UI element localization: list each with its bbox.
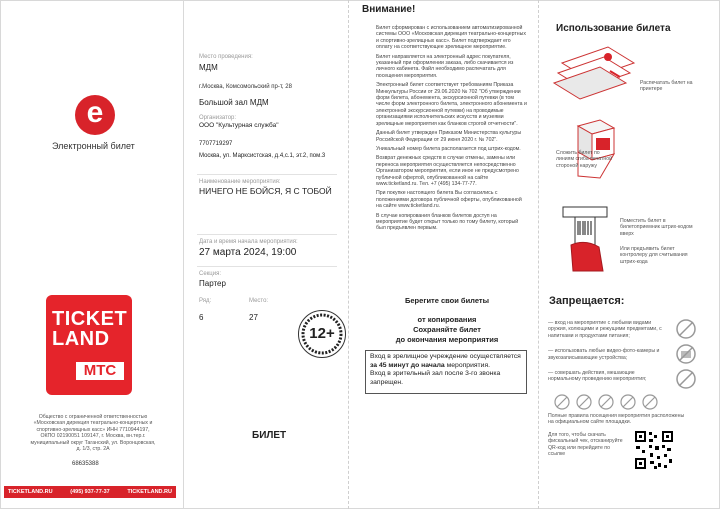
divider — [197, 234, 337, 235]
footer-site[interactable]: TICKETLAND.RU — [8, 489, 53, 495]
forbidden-item: — использовать любые видео-фото-камеры и звукозаписывающие устройства; — [548, 348, 660, 361]
forbidden-item: — совершать действия, мешающие нормальному проведению мероприятия; — [548, 370, 647, 383]
ticketland-logo — [46, 295, 132, 395]
step-print: Распечатать билет на принтере — [640, 80, 693, 93]
section-label: Секция: — [199, 271, 221, 277]
scanner-icon — [561, 205, 613, 275]
divider — [197, 174, 337, 175]
qr-code-icon[interactable] — [634, 430, 674, 470]
notice-paragraph: Данный билет утвержден Приказом Министерства культуры Российской Федерации от 29 июня 2020 г. № 702". — [376, 130, 522, 143]
save-heading: Берегите свои билеты — [405, 296, 489, 305]
entry-notice-line — [370, 353, 522, 370]
fold-line — [348, 0, 349, 509]
logo-text-land: LAND — [52, 328, 110, 350]
notice-paragraph: Билет сформирован с использованием автоматизированной системы ООО «Московская дирекция театрально-концертных и спортивно-зрелищных касс». Билет подтверждает его оплату на соответствующее зрелищное мероприятие. — [376, 25, 526, 51]
entry-time: за 45 минут до начала — [370, 361, 445, 369]
age-rating: 12+ — [309, 325, 335, 342]
step-fold: Сложить билет по линиям сгиба печатной стороной наружу — [556, 150, 613, 169]
notice-title: Внимание! — [362, 4, 416, 15]
entry-text: Вход в зрелищное учреждение осуществляется — [370, 353, 521, 360]
logo-text-ticket: TICKET — [52, 308, 128, 330]
ticket-title: БИЛЕТ — [252, 430, 287, 441]
entry-text-end: мероприятия. — [444, 361, 491, 369]
print-ticket-icon — [550, 43, 640, 111]
late-entry-line: Вход в зрительный зал после 3-го звонка запрещен. — [370, 370, 501, 386]
panel-divider — [183, 0, 184, 509]
e-ticket-logo — [75, 95, 115, 135]
event-name: НИЧЕГО НЕ БОЙСЯ, Я С ТОБОЙ — [199, 186, 332, 196]
forbidden-list — [548, 320, 666, 387]
age-rating-badge — [298, 310, 346, 358]
organizer-inn: 7707719297 — [199, 141, 233, 147]
notice-paragraph: Возврат денежных средств в случае отмены, замены или переноса мероприятия осуществляется непосредственно Организатором мероприятия, если иное не предусмотрено публичной офертой, опубликованной на сайте www.ticketland.ru. Тел. +7 (495) 134-77-77. — [376, 155, 519, 187]
forbidden-title: Запрещается: — [549, 295, 625, 307]
brand-footer — [4, 486, 176, 498]
company-info: Общество с ограниченной ответственностью «Московская дирекция театрально-концертных и спортивно-зрелищных касс» ИНН 7710944197, ОКПО 02190051 109147, г. Москва, вн.тер.г. муниципальный округ Таганский, ул. Воронцовская, д. 1/3, стр. 2А — [30, 414, 156, 453]
forbidden-icons-row — [553, 392, 673, 412]
row-label: Ряд: — [199, 298, 212, 304]
organizer-label: Организатор: — [199, 115, 237, 121]
copy-heading: от копирования — [417, 315, 477, 324]
event-datetime: 27 марта 2024, 19:00 — [199, 247, 297, 258]
venue-name: МДМ — [199, 63, 218, 72]
keep-heading: Сохраняйте билет — [413, 325, 481, 334]
footer-site[interactable]: TICKETLAND.RU — [127, 489, 172, 495]
notice-text — [376, 25, 528, 235]
usage-title: Использование билета — [556, 23, 671, 34]
datetime-label: Дата и время начала мероприятия: — [199, 239, 298, 245]
notice-paragraph: Электронный билет соответствует требованиям Приказа Минкультуры России от 29.06.2020 № 702 "Об утверждении форм билета, абонемента, экскурсионной путевки (в том числе форм электронного билета, электронного абонемента и электронной экскурсионной путевки) на проводимые организациями исполнительских искусств и музеями зрелищные мероприятия как бланков строгой отчетности". — [376, 82, 527, 127]
seat-value: 27 — [249, 313, 258, 322]
section-value: Партер — [199, 279, 226, 288]
step-show: Или предъявить билет контролеру для считывания штрих-кода — [620, 246, 688, 265]
organizer-name: ООО "Культурная служба" — [199, 122, 279, 129]
no-disturbance-icon — [675, 368, 697, 390]
entry-notice-box — [365, 350, 527, 394]
notice-paragraph: В случае копирования бланков билетов доступ на мероприятие будет открыт только по тому билету, который был предъявлен первым. — [376, 212, 519, 232]
e-ticket-label: Электронный билет — [52, 141, 135, 151]
row-value: 6 — [199, 313, 204, 322]
forbidden-item: — вход на мероприятие с любыми видами оружия, колющими и режущими предметами, с напитками и продуктами питания; — [548, 320, 662, 339]
rules-text: Полные правила посещения мероприятия расположены на официальном сайте площадки. — [548, 413, 685, 426]
step-insert: Поместить билет в билетоприемник штрих-кодом вверх — [620, 218, 693, 237]
divider — [197, 266, 337, 267]
e-letter: e — [86, 96, 104, 129]
no-weapons-icon — [675, 318, 697, 340]
receipt-text: Для того, чтобы скачать фискальный чек, отсканируйте QR-код или перейдите по ссылке — [548, 432, 623, 458]
notice-paragraph: При покупке настоящего билета Вы согласились с положениями договора публичной оферты, опубликованной на сайте www.ticketland.ru. — [376, 190, 522, 210]
footer-phone[interactable]: (495) 937-77-37 — [70, 489, 110, 495]
ticket-number: 68635388 — [72, 461, 99, 467]
organizer-address: Москва, ул. Марксистская, д.4,с.1, эт.2, пом.3 — [199, 153, 326, 159]
fold-line — [538, 0, 539, 509]
no-camera-icon — [675, 343, 697, 365]
venue-address: г.Москва, Комсомольский пр-т, 28 — [199, 84, 292, 90]
logo-text-mts: МТС — [76, 362, 124, 380]
notice-paragraph: Билет направляется на электронный адрес покупателя, указанный при оформлении заказа, либо скачивается из личного кабинета. Файл необходимо распечатать для посещения мероприятия. — [376, 53, 514, 79]
seat-label: Место: — [249, 298, 269, 304]
event-label: Наименование мероприятия: — [199, 179, 281, 185]
hall-name: Большой зал МДМ — [199, 98, 269, 107]
keep-heading-2: до окончания мероприятия — [395, 335, 499, 344]
venue-label: Место проведения: — [199, 54, 253, 60]
notice-paragraph: Уникальный номер билета располагается под штрих-кодом. — [376, 145, 521, 152]
